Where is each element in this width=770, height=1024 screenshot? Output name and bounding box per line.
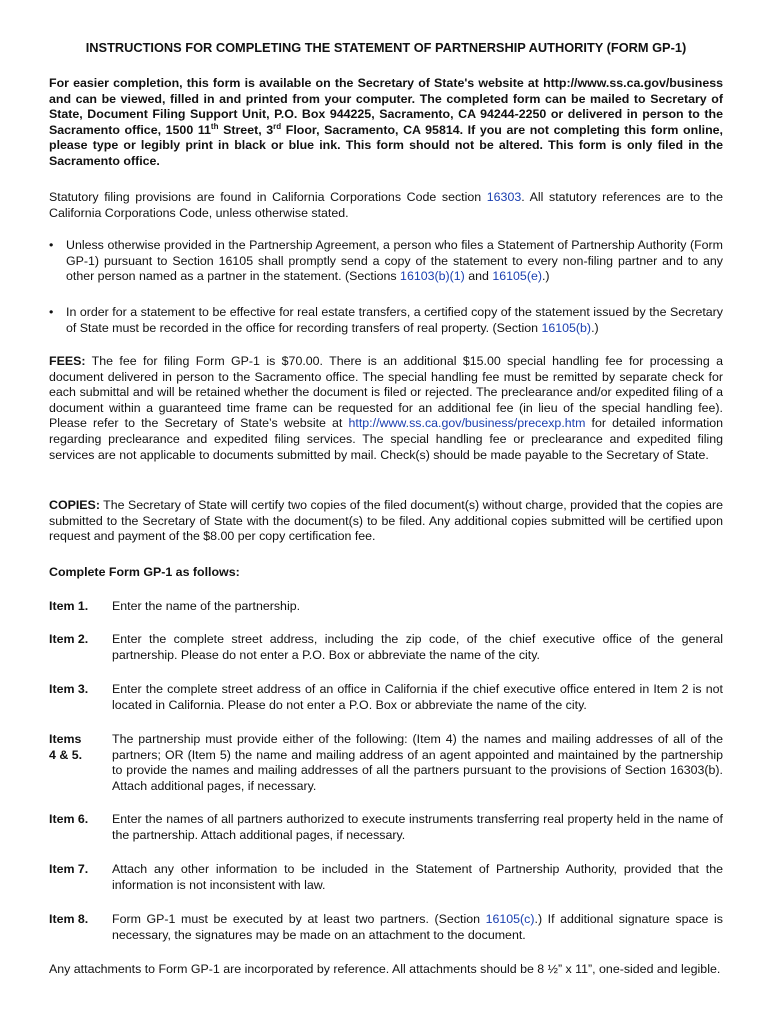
items-4-5-label-line-1: Items xyxy=(49,732,82,746)
item-2 xyxy=(49,632,723,663)
bullet-1-end: .) xyxy=(541,269,550,284)
section-16105b-link[interactable]: 16105(b) xyxy=(541,320,592,335)
item-6-text: Enter the names of all partners authorized to execute instruments transferring real property held in the name of the partnership. Attach additional pages, if necessary. xyxy=(112,812,723,842)
item-3 xyxy=(49,682,723,713)
bullet-2-text xyxy=(66,305,723,336)
items-4-5-text: The partnership must provide either of the following: (Item 4) the names and mailing addresses of all of the partners; OR (Item 5) the name and mailing address of an agent appointed and maintained by the partnership to provide the names and mailing addresses of all the partners pursuant to the provisions of Section 16303(b). Attach additional pages, if necessary. xyxy=(112,732,723,793)
item-7-label: Item 7. xyxy=(49,862,89,876)
copies-text: The Secretary of State will certify two copies of the filed document(s) without charge, provided that the copies are submitted to the Secretary of State with the document(s) to be filed. Any additional copies submitted will be certified upon request and payment of the $8.00 per copy certification fee. xyxy=(49,498,724,544)
item-1 xyxy=(49,599,723,615)
bullet-item-2 xyxy=(49,305,723,336)
bullet-2-end: .) xyxy=(591,320,599,335)
section-16105e-link[interactable]: 16105(e) xyxy=(492,269,542,284)
bullet-1-text xyxy=(66,238,723,285)
intro-paragraph xyxy=(49,76,723,170)
intro-text-1: For easier completion, this form is available on the Secretary of State's website at http://www.ss.ca.gov/business and can be viewed, filled in and printed from your computer. The completed form can be mailed to Secretary of State, Document Filing Support Unit, P.O. Box 944225, Sacramento, CA 94244-2250 or delivered in person to the Sacramento office, 1500 11 xyxy=(49,76,723,137)
section-16105c-link[interactable]: 16105(c) xyxy=(485,912,535,926)
fees-label: FEES: xyxy=(49,354,86,368)
fees-paragraph xyxy=(49,354,723,463)
complete-form-heading: Complete Form GP-1 as follows: xyxy=(49,565,240,579)
page-title: INSTRUCTIONS FOR COMPLETING THE STATEMENT OF PARTNERSHIP AUTHORITY (FORM GP-1) xyxy=(85,40,687,55)
item-3-text: Enter the complete street address of an office in California if the chief executive office entered in Item 2 is not located in California. Please do not enter a P.O. Box or abbreviate the name of the city. xyxy=(112,682,723,712)
bullet-2-body: In order for a statement to be effective for real estate transfers, a certified copy of the statement issued by the Secretary of State must be recorded in the office for recording transfers of real property. (Section xyxy=(66,305,723,335)
item-1-text: Enter the name of the partnership. xyxy=(112,599,301,613)
items-4-5-label-line-2: 4 & 5. xyxy=(49,747,83,762)
item-8-text-2: .) If additional signature space is necessary, the signatures may be made on an attachment to the document. xyxy=(112,912,723,942)
intro-text-3: Floor, Sacramento, CA 95814. If you are not completing this form online, please type or legibly print in black or blue ink. This form should not be altered. This form is only filed in the Sacramento office. xyxy=(49,122,723,168)
item-8-text xyxy=(112,912,723,943)
copies-paragraph xyxy=(49,498,723,545)
intro-text-2: Street, 3 xyxy=(218,122,274,137)
section-16103b1-link[interactable]: 16103(b)(1) xyxy=(400,269,465,284)
statutory-text-after: . All statutory references are to the California Corporations Code, unless otherwise stated. xyxy=(49,190,723,220)
attachments-paragraph: Any attachments to Form GP-1 are incorporated by reference. All attachments should be 8 ½” x 11”, one-sided and legible. xyxy=(49,962,721,976)
bullet-dot-icon: • xyxy=(49,305,54,319)
item-8-label: Item 8. xyxy=(49,912,89,926)
item-3-label: Item 3. xyxy=(49,682,89,696)
item-6 xyxy=(49,812,723,843)
statutory-paragraph xyxy=(49,190,723,221)
item-8-text-1: Form GP-1 must be executed by at least two partners. (Section xyxy=(112,912,486,926)
item-6-label: Item 6. xyxy=(49,812,89,826)
fees-text-1: The fee for filing Form GP-1 is $70.00. There is an additional $15.00 special handling fee for processing a document delivered in person to the Sacramento office. The special handling fee must be remitted by separate check for each submittal and will be retained whether the document is filed or rejected. The preclearance and/or expedited filing of a document within a guaranteed time frame can be requested for an additional fee (in lieu of the special handling fee). Please refer to the Secretary of State’s website at xyxy=(49,354,723,431)
item-1-label: Item 1. xyxy=(49,599,89,613)
items-4-5 xyxy=(49,732,723,794)
section-16303-link[interactable]: 16303 xyxy=(486,190,522,204)
fees-text-2: for detailed information regarding preclearance and expedited filing services. The special handling fee or preclearance and expedited filing services are not applicable to documents submitted by mail. Check(s) should be made payable to the Secretary of State. xyxy=(49,416,723,462)
item-2-text: Enter the complete street address, including the zip code, of the chief executive office of the general partnership. Please do not enter a P.O. Box or abbreviate the name of the city. xyxy=(112,632,723,662)
items-4-5-label xyxy=(49,732,109,763)
bullet-1-and: and xyxy=(464,269,493,284)
bullet-1-body: Unless otherwise provided in the Partnership Agreement, a person who files a Statement of Partnership Authority (Form GP-1) pursuant to Section 16105 shall promptly send a copy of the statement to every non-filing partner and to any other person named as a partner in the statement. (Sections xyxy=(66,238,723,284)
statutory-text-before: Statutory filing provisions are found in California Corporations Code section xyxy=(49,190,487,204)
item-8 xyxy=(49,912,723,943)
bullet-dot-icon: • xyxy=(49,238,54,252)
copies-label: COPIES: xyxy=(49,498,100,512)
item-7-text: Attach any other information to be included in the Statement of Partnership Authority, provided that the information is not inconsistent with law. xyxy=(112,862,723,892)
bullet-item-1 xyxy=(49,238,723,285)
intro-sup-1: th xyxy=(210,121,219,131)
precexp-link[interactable]: http://www.ss.ca.gov/business/precexp.htm xyxy=(348,416,586,431)
intro-sup-2: rd xyxy=(273,121,282,131)
item-7 xyxy=(49,862,723,893)
item-2-label: Item 2. xyxy=(49,632,89,646)
